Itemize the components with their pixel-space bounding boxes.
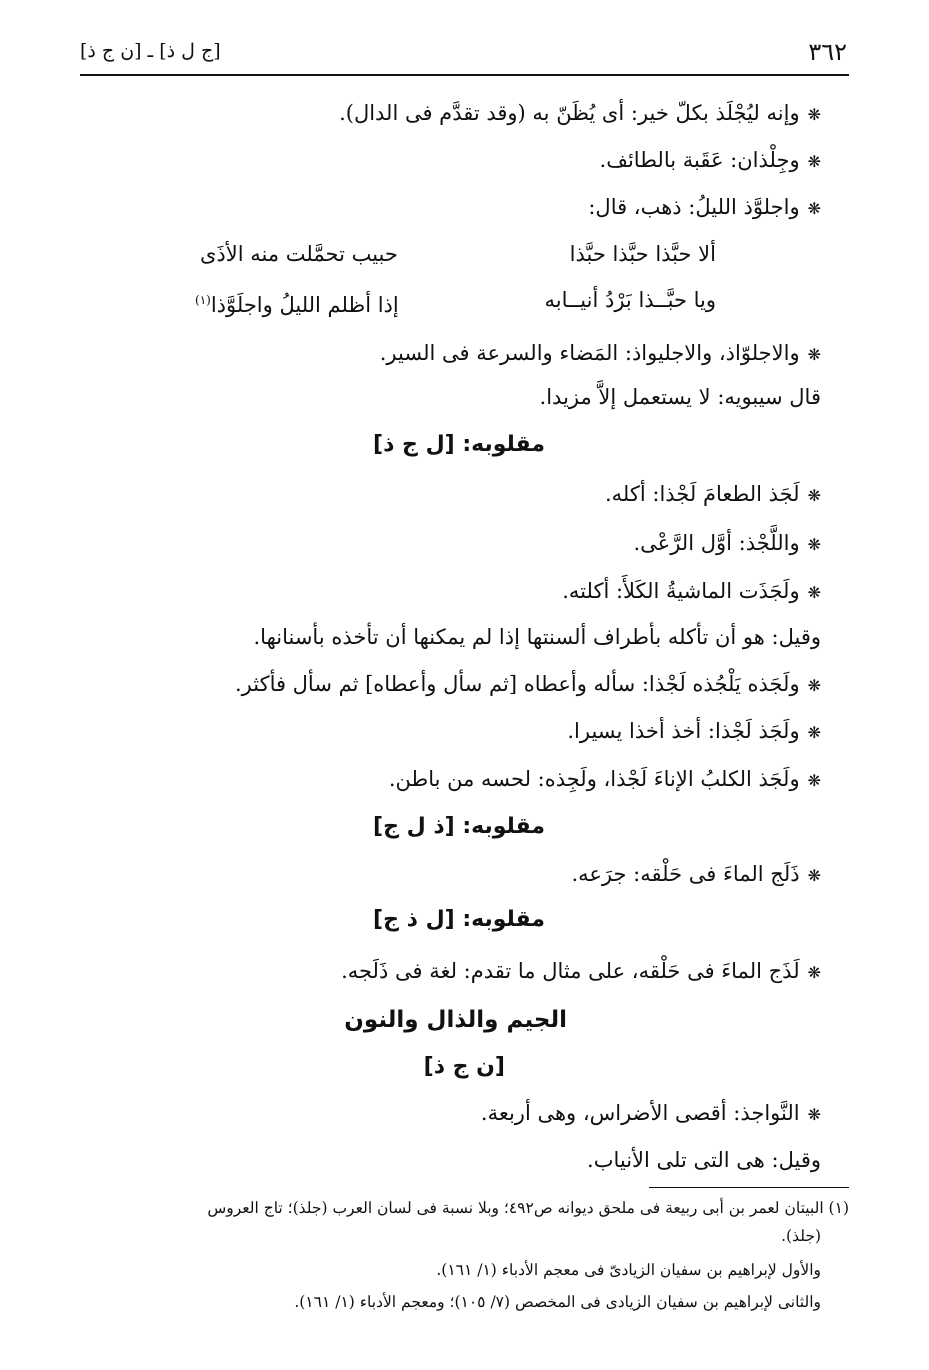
header-rule [80,74,849,76]
body-line: ❋ذَلَج الماءَ فى حَلْقه: جرَعه. [571,857,821,893]
footnote-rule [649,1187,849,1188]
bullet-icon: ❋ [807,345,821,364]
root-subheading: [ن ج ذ] [423,1054,505,1079]
body-line: ❋والاجلوّاذ، والاجليواذ: المَضاء والسرعة فى السير. [380,336,821,372]
body-line: ❋ولَجَذَت الماشيةُ الكَلأَ: أكلته. [562,574,821,610]
body-line: قال سيبويه: لا يستعمل إلاَّ مزيدا. [539,385,821,409]
chapter-heading: الجيم والذال والنون [344,1007,567,1033]
footnote-line: والثانى لإبراهيم بن سفيان الزيادى فى المخصص (٧/ ١٠٥)؛ ومعجم الأدباء (١/ ١٦١). [294,1293,821,1311]
verse-hemistich-right: ويا حبَّــذا بَرْدُ أنيــابه [544,288,716,312]
body-line: ❋لَذَج الماءَ فى حَلْقه، على مثال ما تقدم: لغة فى ذَلَجه. [341,954,821,990]
verse-hemistich-left: إذا أظلم الليلُ واجلَوَّذا$^{(١)}$ [195,293,399,317]
footnote-line: والأول لإبراهيم بن سفيان الزيادىّ فى معجم الأدباء (١/ ١٦١). [436,1261,821,1279]
body-line: ❋واللَّجْذ: أوَّل الرَّعْى. [634,526,822,562]
section-heading: مقلوبه: [ل ج ذ] [373,432,545,457]
body-line: ❋ولَجَذ لَجْذا: أخذ أخذا يسيرا. [567,714,821,750]
verse-hemistich-left: حبيب تحمَّلت منه الأذَى [200,242,398,266]
footnote-line: (جلذ). [781,1227,821,1245]
bullet-icon: ❋ [807,535,821,554]
bullet-icon: ❋ [807,771,821,790]
body-line: ❋النَّواجذ: أقصى الأضراس، وهى أربعة. [481,1096,821,1132]
body-line: ❋وجِلْذان: عَقَبة بالطائف. [600,143,821,179]
bullet-icon: ❋ [807,676,821,695]
page-number: ٣٦٢ [808,38,847,66]
bullet-icon: ❋ [807,486,821,505]
section-heading: مقلوبه: [ل ذ ج] [373,907,545,932]
bullet-icon: ❋ [807,583,821,602]
body-line: ❋واجلوَّذ الليلُ: ذهب، قال: [588,190,821,226]
section-heading: مقلوبه: [ذ ل ج] [373,814,545,839]
footnote-ref: (١) [195,293,211,307]
body-line: وقيل: هو أن تأكله بأطراف ألسنتها إذا لم يمكنها أن تأخذه بأسنانها. [253,625,821,649]
body-line: ❋وإنه ليُجْلَذ بكلّ خير: أى يُظَنّ به (وقد تقدَّم فى الدال). [339,96,821,132]
body-line: ❋ولَجَذه يَلْجُذه لَجْذا: سأله وأعطاه [ثم سأل وأعطاه] ثم سأل فأكثر. [235,667,821,703]
body-line: وقيل: هى التى تلى الأنياب. [587,1148,821,1172]
bullet-icon: ❋ [807,1105,821,1124]
bullet-icon: ❋ [807,152,821,171]
verse-hemistich-right: ألا حبَّذا حبَّذا حبَّذا [569,242,716,266]
body-line: ❋لَجَذ الطعامَ لَجْذا: أكله. [605,477,821,513]
bullet-icon: ❋ [807,723,821,742]
bullet-icon: ❋ [807,866,821,885]
bullet-icon: ❋ [807,963,821,982]
footnote-line: (١) البيتان لعمر بن أبى ربيعة فى ملحق ديوانه ص٤٩٢؛ وبلا نسبة فى لسان العرب (جلذ)؛ تاج العروس [207,1199,849,1217]
root-range-header: [ج ل ذ] ـ [ن ج ذ] [80,40,221,62]
bullet-icon: ❋ [807,105,821,124]
body-line: ❋ولَجَذ الكلبُ الإناءَ لَجْذا، ولَجِذه: لحسه من باطن. [389,762,821,798]
bullet-icon: ❋ [807,199,821,218]
